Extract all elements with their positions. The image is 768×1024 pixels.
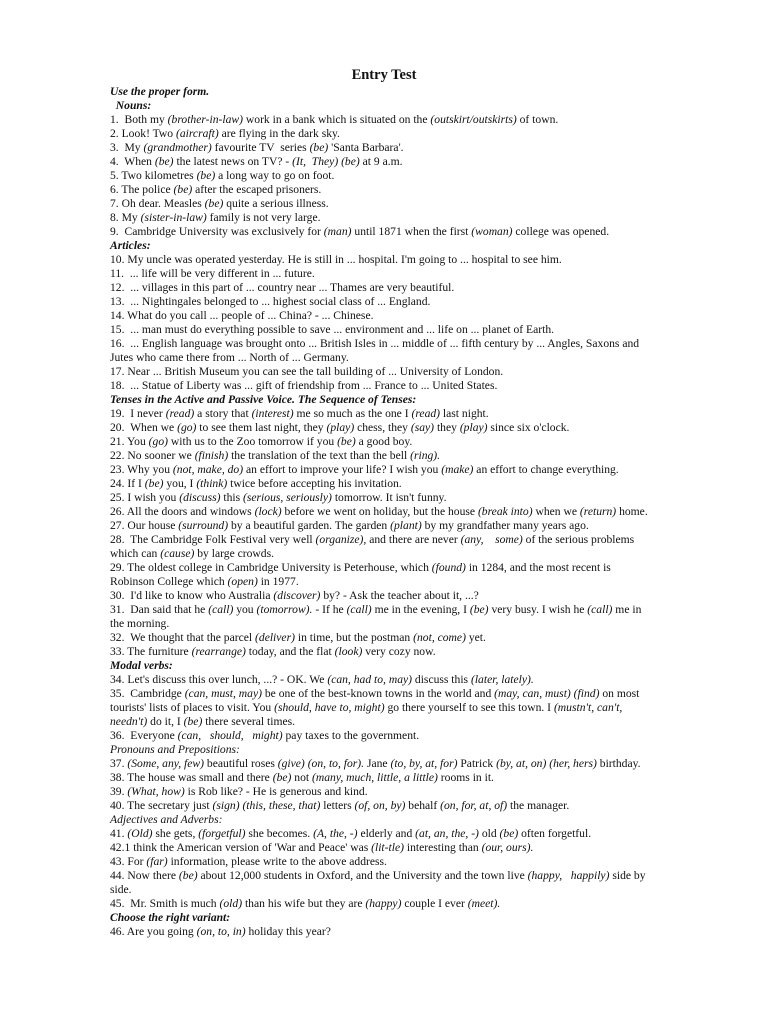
question-line [110,561,710,575]
line-text: 35. Cambridge [110,687,185,700]
prompt-hint: (to, by, at, for) [390,757,458,770]
line-text: 40. The secretary just [110,799,213,812]
line-text: Choose the right variant: [110,911,231,924]
prompt-hint: (be) [337,435,356,448]
question-list [110,85,710,939]
question-line [110,127,710,141]
question-line [110,197,710,211]
line-text: yet. [465,631,486,644]
prompt-hint: (interest) [251,407,294,420]
question-line [110,183,710,197]
prompt-hint: (call) [208,603,234,616]
prompt-hint: (many, much, little, a little) [312,771,438,784]
line-text: interesting than [403,841,482,854]
question-line [110,925,710,939]
prompt-hint: (can, should, might) [177,729,283,742]
line-text: by a beautiful garden. The garden [228,519,391,532]
section-heading [110,239,710,253]
line-text: old [478,827,500,840]
prompt-hint: (sister-in-law) [140,211,207,224]
prompt-hint: (be) [144,477,164,490]
prompt-hint: (sign) (this, these, that) [212,799,321,812]
question-line [110,855,710,869]
question-line [110,477,710,491]
prompt-hint: (can, had to, may) [327,673,413,686]
line-text: Articles: [110,239,151,252]
question-line [110,379,710,393]
question-line [110,603,710,617]
prompt-hint: (be) [196,169,216,182]
line-text: me so much as the one I [293,407,412,420]
line-text: 27. Our house [110,519,179,532]
line-text: couple I ever [401,897,468,910]
prompt-hint: (A, the, -) [313,827,358,840]
question-line [110,883,710,897]
line-text: Pronouns and Prepositions: [110,743,240,756]
line-text: Use the proper form. [110,85,210,98]
line-text: 23. Why you [110,463,173,476]
line-text: an effort to improve your life? I wish you [243,463,442,476]
line-text: Jutes who came there from ... North of ... Germany. [110,351,349,364]
line-text: Robinson College which [110,575,228,588]
question-line [110,771,710,785]
prompt-hint: (on, for, at, of) [440,799,508,812]
prompt-hint: (organize), [315,533,367,546]
prompt-hint: (look) [334,645,363,658]
prompt-hint: (ring). [410,449,441,462]
line-text: about 12,000 students in Oxford, and the University and the town live [197,869,528,882]
line-text: 22. No sooner we [110,449,195,462]
line-text: - If he [312,603,347,616]
prompt-hint: (finish) [194,449,229,462]
question-line [110,575,710,589]
line-text: a long way to go on foot. [215,169,335,182]
question-line [110,323,710,337]
prompt-hint: (discuss) [179,491,221,504]
line-text: 29. The oldest college in Cambridge University is Peterhouse, which [110,561,432,574]
question-line [110,673,710,687]
line-text: to see them last night, they [196,421,327,434]
question-line [110,141,710,155]
line-text: 11. ... life will be very different in ... future. [110,267,315,280]
line-text: in 1977. [257,575,299,588]
line-text: the morning. [110,617,170,630]
question-line [110,281,710,295]
line-text: she gets, [152,827,199,840]
prompt-hint: (outskirt/outskirts) [430,113,517,126]
question-line [110,757,710,771]
prompt-hint: (happy) [365,897,402,910]
line-text: 46. Are you going [110,925,197,938]
subsection-heading [110,813,710,827]
prompt-hint: (break into) [477,505,533,518]
question-line [110,267,710,281]
line-text: 1. Both my [110,113,168,126]
prompt-hint: (may, can, must) (find) [494,687,600,700]
question-line [110,589,710,603]
line-text: very busy. I wish he [488,603,588,616]
prompt-hint: (play) [459,421,488,434]
line-text: a story that [194,407,252,420]
question-line [110,365,710,379]
line-text: quite a serious illness. [223,197,329,210]
line-text: the manager. [507,799,570,812]
line-text: 2. Look! Two [110,127,176,140]
prompt-hint: (play) [326,421,355,434]
question-line [110,687,710,701]
line-text: are flying in the dark sky. [218,127,340,140]
question-line [110,435,710,449]
prompt-hint: (happy, happily) [527,869,610,882]
line-text: 20. When we [110,421,178,434]
question-line [110,841,710,855]
line-text: 42.1 think the American version of 'War and Peace' was [110,841,372,854]
line-text: Modal verbs: [110,659,173,672]
line-text: after the escaped prisoners. [192,183,322,196]
line-text: 'Santa Barbara'. [328,141,404,154]
line-text: 24. If I [110,477,145,490]
question-line [110,351,710,365]
line-text: 38. The house was small and there [110,771,273,784]
line-text: 26. All the doors and windows [110,505,255,518]
line-text: at 9 a.m. [359,155,403,168]
prompt-hint: (later, lately). [470,673,534,686]
line-text: 37. [110,757,128,770]
prompt-hint: (discover) [273,589,321,602]
question-line [110,547,710,561]
prompt-hint: (meet). [467,897,501,910]
line-text: be one of the best-known towns in the world and [261,687,495,700]
question-line [110,533,710,547]
prompt-hint: (found) [431,561,466,574]
prompt-hint: (be) [154,155,174,168]
prompt-hint: (lock) [254,505,282,518]
line-text: 13. ... Nightingales belonged to ... highest social class of ... England. [110,295,431,308]
question-line [110,225,710,239]
line-text: 34. Let's discuss this over lunch, ...? - OK. We [110,673,328,686]
line-text: 43. For [110,855,147,868]
line-text: of the serious problems [522,533,635,546]
line-text: 4. When [110,155,155,168]
line-text: 7. Oh dear. Measles [110,197,205,210]
prompt-hint: (deliver) [255,631,295,644]
line-text: discuss this [412,673,471,686]
prompt-hint: (tomorrow). [256,603,313,616]
line-text: in time, but the postman [294,631,414,644]
prompt-hint: (say) [410,421,435,434]
question-line [110,631,710,645]
line-text: with us to the Zoo tomorrow if you [168,435,338,448]
line-text: 14. What do you call ... people of ... China? - ... Chinese. [110,309,374,322]
line-text: information, please write to the above address. [167,855,387,868]
question-line [110,253,710,267]
question-line [110,407,710,421]
prompt-hint: (Old) [127,827,153,840]
prompt-hint: (plant) [390,519,422,532]
question-line [110,295,710,309]
question-line [110,701,710,715]
line-text: me in [612,603,642,616]
line-text: 39. [110,785,128,798]
question-line [110,729,710,743]
prompt-hint: (mustn't, can't, [553,701,623,714]
prompt-hint: needn't) [110,715,148,728]
line-text: since six o'clock. [487,421,570,434]
line-text: family is not very large. [206,211,321,224]
line-text: favourite TV series [211,141,310,154]
prompt-hint: (It, They) (be) [292,155,360,168]
prompt-hint: (Some, any, few) [127,757,205,770]
line-text: holiday this year? [245,925,331,938]
line-text: than his wife but they are [242,897,366,910]
line-text: home. [616,505,648,518]
line-text: Nouns: [110,99,152,112]
line-text: the latest news on TV? - [173,155,293,168]
line-text: of town. [516,113,559,126]
line-text: birthday. [596,757,641,770]
question-line [110,463,710,477]
line-text: 36. Everyone [110,729,178,742]
line-text: she becomes. [245,827,314,840]
prompt-hint: (be) [499,827,519,840]
line-text: 10. My uncle was operated yesterday. He is still in ... hospital. I'm going to ... hospital to see him. [110,253,562,266]
line-text: very cozy now. [362,645,436,658]
line-text: 25. I wish you [110,491,180,504]
line-text: this [220,491,244,504]
line-text: 3. My [110,141,144,154]
prompt-hint: (think) [196,477,228,490]
line-text: college was opened. [512,225,610,238]
line-text: 21. You [110,435,149,448]
line-text: chess, they [354,421,411,434]
line-text: twice before accepting his invitation. [227,477,402,490]
page-title: Entry Test [351,67,417,83]
prompt-hint: (aircraft) [175,127,219,140]
question-line [110,491,710,505]
prompt-hint: (our, ours). [481,841,534,854]
question-line [110,169,710,183]
question-line [110,869,710,883]
section-heading [110,85,710,99]
question-line [110,155,710,169]
line-text: they [434,421,460,434]
prompt-hint: (at, an, the, -) [415,827,479,840]
line-text: rooms in it. [437,771,494,784]
line-text: by large crowds. [194,547,274,560]
prompt-hint: (man) [323,225,352,238]
line-text: until 1871 when the first [351,225,472,238]
line-text: 5. Two kilometres [110,169,197,182]
line-text: by? - Ask the teacher about it, ...? [320,589,479,602]
prompt-hint: (give) (on, to, for). [277,757,365,770]
prompt-hint: (of, on, by) [354,799,406,812]
question-line [110,211,710,225]
line-text: 8. My [110,211,141,224]
line-text: tourists' lists of places to visit. You [110,701,275,714]
line-text: side by [609,869,646,882]
prompt-hint: (read) [165,407,195,420]
prompt-hint: (can, must, may) [184,687,262,700]
prompt-hint: (be) [469,603,489,616]
line-text: 28. The Cambridge Folk Festival very well [110,533,316,546]
prompt-hint: (brother-in-law) [167,113,243,126]
line-text: 33. The furniture [110,645,192,658]
prompt-hint: (old) [219,897,243,910]
prompt-hint: (call) [587,603,613,616]
prompt-hint: (forgetful) [198,827,246,840]
question-line [110,421,710,435]
line-text: when we [532,505,580,518]
line-text: 31. Dan said that he [110,603,209,616]
line-text: behalf [405,799,441,812]
line-text: 16. ... English language was brought onto ... British Isles in ... middle of ... fifth century by ... Angles, Saxons and [110,337,640,350]
prompt-hint: (not, come) [413,631,466,644]
line-text: 18. ... Statue of Liberty was ... gift of friendship from ... France to ... United States. [110,379,498,392]
section-heading [110,393,710,407]
line-text: 19. I never [110,407,166,420]
line-text: before we went on holiday, but the house [281,505,478,518]
line-text: Adjectives and Adverbs: [110,813,223,826]
line-text: Jane [364,757,391,770]
line-text: pay taxes to the government. [282,729,420,742]
line-text: 32. We thought that the parcel [110,631,256,644]
prompt-hint: (make) [441,463,474,476]
line-text: 9. Cambridge University was exclusively for [110,225,324,238]
question-line [110,785,710,799]
question-line [110,897,710,911]
line-text: tomorrow. It isn't funny. [331,491,447,504]
line-text: the translation of the text than the bell [228,449,411,462]
line-text: a good boy. [355,435,413,448]
line-text: not [291,771,312,784]
line-text: 41. [110,827,128,840]
line-text: there several times. [202,715,296,728]
question-line [110,617,710,631]
line-text: 45. Mr. Smith is much [110,897,220,910]
prompt-hint: (be) [309,141,329,154]
line-text: which can [110,547,161,560]
prompt-hint: (read) [411,407,441,420]
line-text: on most [599,687,640,700]
section-heading [110,911,710,925]
subsection-heading [110,743,710,757]
prompt-hint: (be) [204,197,224,210]
line-text: me in the evening, I [371,603,470,616]
question-line [110,113,710,127]
line-text: elderly and [357,827,416,840]
prompt-hint: (should, have to, might) [274,701,385,714]
line-text: 6. The police [110,183,174,196]
prompt-hint: (on, to, in) [196,925,246,938]
prompt-hint: (return) [579,505,617,518]
prompt-hint: (go) [177,421,197,434]
line-text: by my grandfather many years ago. [421,519,589,532]
line-text: side. [110,883,132,896]
prompt-hint: (go) [148,435,168,448]
prompt-hint: (be) [173,183,193,196]
prompt-hint: (What, how) [127,785,185,798]
line-text: is Rob like? - He is generous and kind. [184,785,368,798]
line-text: today, and the flat [245,645,335,658]
line-text: 44. Now there [110,869,179,882]
line-text: you [233,603,257,616]
line-text: and there are never [366,533,461,546]
line-text: 17. Near ... British Museum you can see the tall building of ... University of London. [110,365,504,378]
question-line [110,337,710,351]
question-line [110,519,710,533]
section-heading [110,99,710,113]
prompt-hint: (by, at, on) (her, hers) [496,757,597,770]
line-text: an effort to change everything. [473,463,619,476]
line-text: do it, I [147,715,184,728]
line-text: in 1284, and the most recent is [465,561,611,574]
section-heading [110,659,710,673]
prompt-hint: (be) [272,771,292,784]
prompt-hint: (lit-tle) [371,841,404,854]
line-text: 30. I'd like to know who Australia [110,589,274,602]
line-text: letters [320,799,355,812]
line-text: 12. ... villages in this part of ... country near ... Thames are very beautiful. [110,281,455,294]
question-line [110,505,710,519]
line-text: Tenses in the Active and Passive Voice. The Sequence of Tenses: [110,393,417,406]
prompt-hint: (open) [227,575,258,588]
question-line [110,645,710,659]
line-text: go there yourself to see this town. I [384,701,554,714]
prompt-hint: (far) [146,855,168,868]
prompt-hint: (be) [178,869,198,882]
prompt-hint: (not, make, do) [172,463,244,476]
prompt-hint: (serious, seriously) [243,491,332,504]
line-text: Patrick [457,757,497,770]
question-line [110,799,710,813]
prompt-hint: (call) [346,603,372,616]
line-text: beautiful roses [204,757,278,770]
question-line [110,449,710,463]
question-line [110,715,710,729]
question-line [110,309,710,323]
prompt-hint: (rearrange) [191,645,246,658]
prompt-hint: (cause) [160,547,195,560]
line-text: work in a bank which is situated on the [243,113,431,126]
prompt-hint: (woman) [471,225,513,238]
prompt-hint: (be) [183,715,203,728]
prompt-hint: (surround) [178,519,229,532]
prompt-hint: (grandmother) [143,141,212,154]
line-text: 15. ... man must do everything possible to save ... environment and ... life on ... planet of Earth. [110,323,555,336]
question-line [110,827,710,841]
line-text: often forgetful. [518,827,592,840]
prompt-hint: (any, some) [460,533,523,546]
line-text: you, I [163,477,197,490]
line-text: last night. [440,407,489,420]
